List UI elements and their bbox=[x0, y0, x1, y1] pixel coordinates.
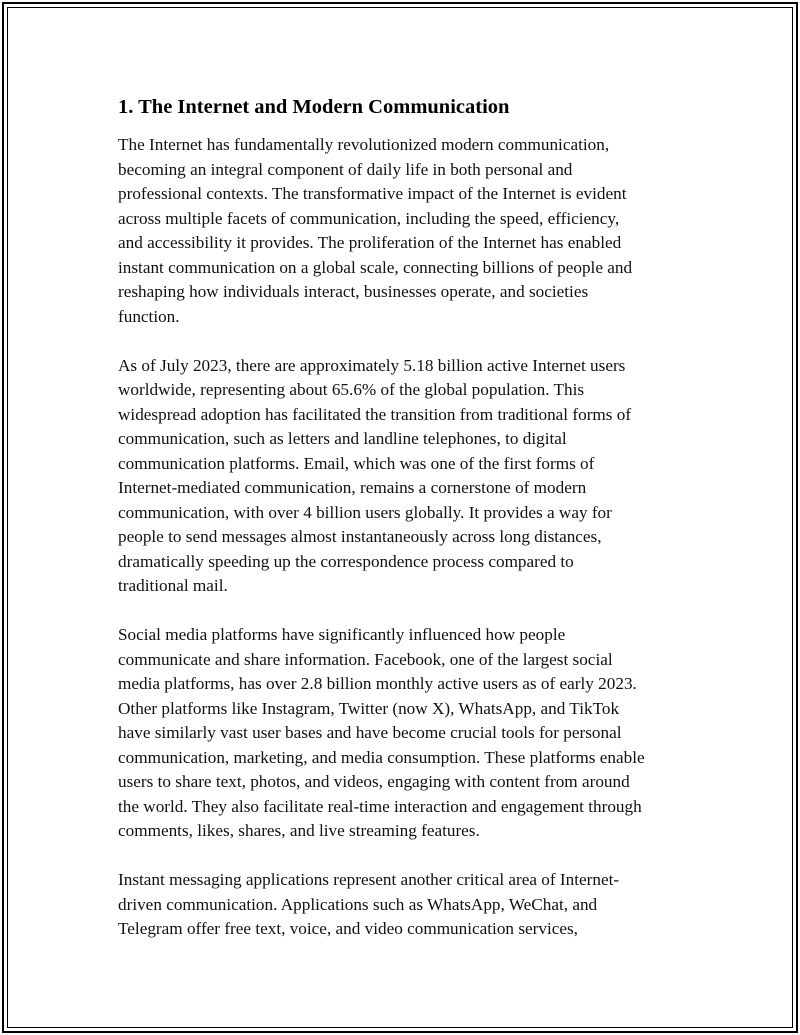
text-line: function. bbox=[118, 306, 180, 326]
text-line: comments, likes, shares, and live streaming features. bbox=[118, 821, 480, 840]
section-heading: 1. The Internet and Modern Communication bbox=[118, 96, 510, 118]
text-line: worldwide, representing about 65.6% of the global population. This bbox=[118, 380, 585, 399]
paragraph-1 bbox=[118, 133, 698, 329]
paragraph-3 bbox=[118, 623, 698, 844]
text-line: across multiple facets of communication, including the speed, efficiency, bbox=[118, 208, 620, 228]
text-line: have similarly vast user bases and have become crucial tools for personal bbox=[118, 723, 622, 742]
text-line: communication, such as letters and landline telephones, to digital bbox=[118, 429, 567, 448]
text-line: people to send messages almost instantaneously across long distances, bbox=[118, 527, 602, 546]
text-line: The Internet has fundamentally revolutionized modern communication, bbox=[118, 135, 610, 154]
text-line: becoming an integral component of daily life in both personal and bbox=[118, 159, 573, 179]
text-line: and accessibility it provides. The proliferation of the Internet has enabled bbox=[118, 233, 622, 252]
text-line: communication, marketing, and media consumption. These platforms enable bbox=[118, 747, 645, 767]
text-line: As of July 2023, there are approximately 5.18 billion active Internet users bbox=[118, 355, 626, 375]
text-line: the world. They also facilitate real-time interaction and engagement through bbox=[118, 796, 642, 816]
text-line: traditional mail. bbox=[118, 576, 228, 595]
document-body bbox=[118, 93, 698, 966]
text-line: Other platforms like Instagram, Twitter (now X), WhatsApp, and TikTok bbox=[118, 698, 620, 718]
text-line: instant communication on a global scale, connecting billions of people and bbox=[118, 257, 633, 277]
text-line: driven communication. Applications such as WhatsApp, WeChat, and bbox=[118, 894, 598, 914]
text-line: Social media platforms have significantly influenced how people bbox=[118, 625, 566, 644]
text-line: users to share text, photos, and videos, engaging with content from around bbox=[118, 772, 630, 791]
text-line: professional contexts. The transformative impact of the Internet is evident bbox=[118, 184, 627, 203]
text-line: widespread adoption has facilitated the transition from traditional forms of bbox=[118, 404, 632, 424]
text-line: communication platforms. Email, which was one of the first forms of bbox=[118, 453, 595, 473]
text-line: media platforms, has over 2.8 billion monthly active users as of early 2023. bbox=[118, 674, 637, 693]
paragraph-2 bbox=[118, 354, 698, 599]
text-line: communication, with over 4 billion users globally. It provides a way for bbox=[118, 502, 612, 522]
text-line: Internet-mediated communication, remains a cornerstone of modern bbox=[118, 478, 587, 497]
text-line: dramatically speeding up the correspondence process compared to bbox=[118, 551, 574, 571]
text-line: Instant messaging applications represent another critical area of Internet- bbox=[118, 870, 620, 889]
text-line: communicate and share information. Facebook, one of the largest social bbox=[118, 649, 613, 669]
text-line: reshaping how individuals interact, businesses operate, and societies bbox=[118, 282, 589, 301]
paragraph-4 bbox=[118, 868, 698, 942]
text-line: Telegram offer free text, voice, and video communication services, bbox=[118, 919, 578, 938]
